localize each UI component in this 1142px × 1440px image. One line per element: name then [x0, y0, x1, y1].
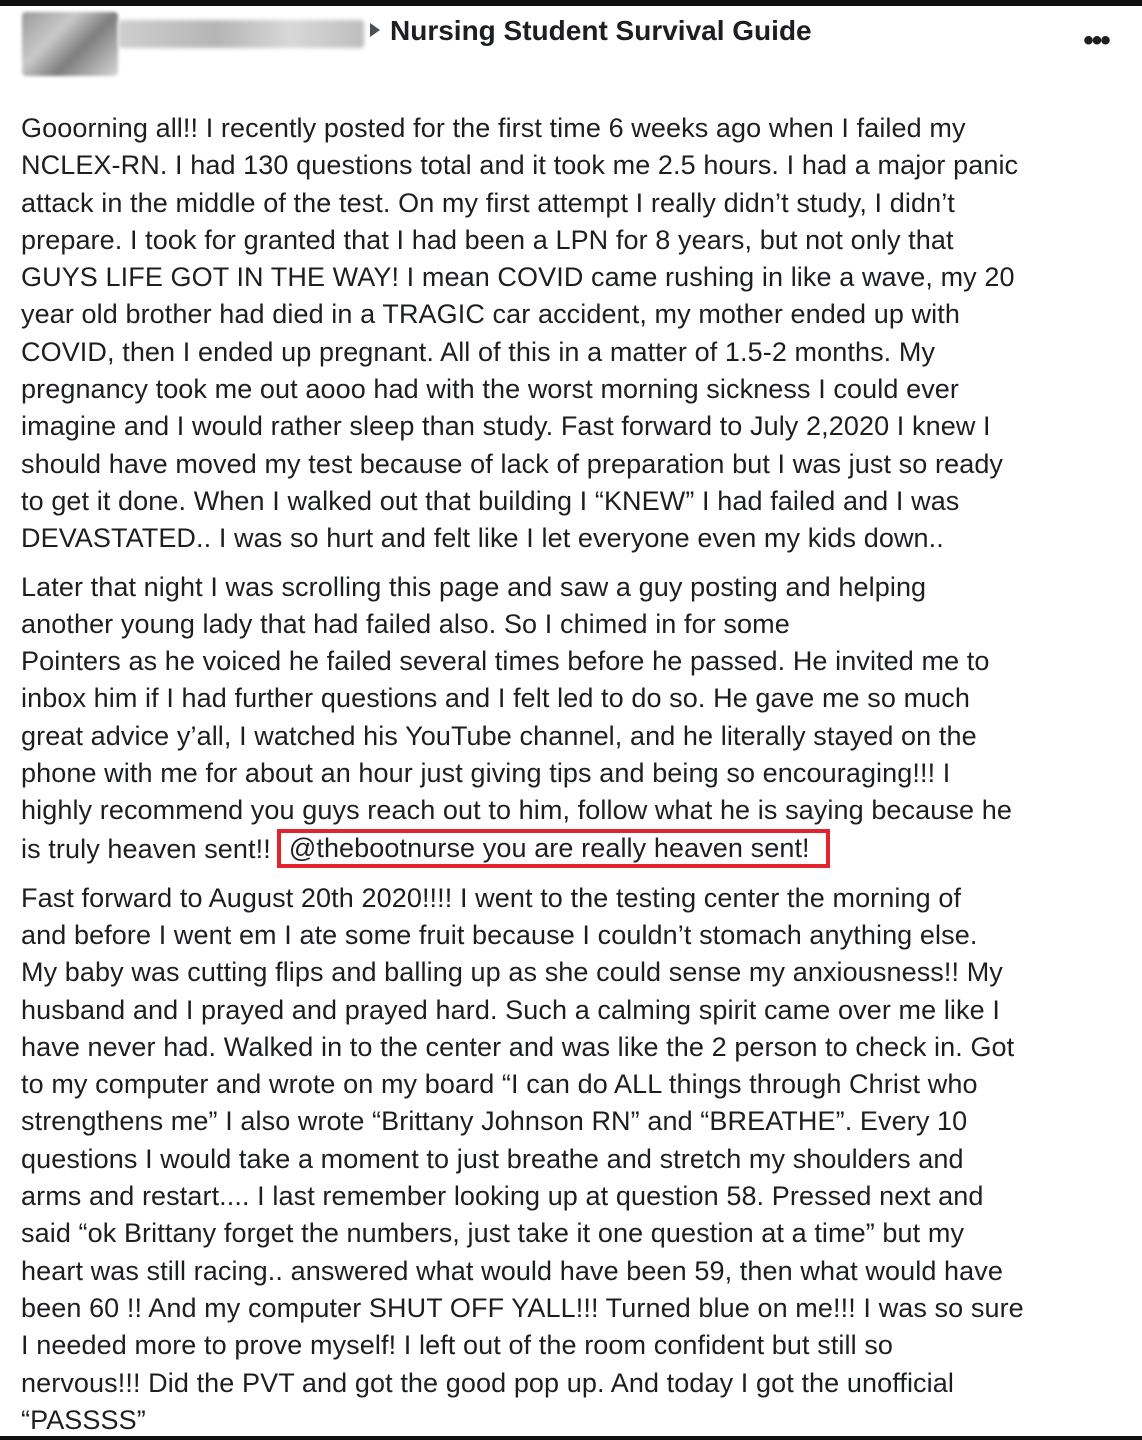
author-name-redacted[interactable]: [118, 20, 364, 48]
more-options-icon[interactable]: •••: [1083, 24, 1109, 57]
post-paragraph-2: [21, 569, 1125, 869]
post-header: [0, 6, 1142, 80]
text-line: year old brother had died in a TRAGIC car accident, my mother ended up with: [21, 299, 960, 330]
text-line: been 60 !! And my computer SHUT OFF YALL!!! Turned blue on me!!! I was so sure: [21, 1292, 1024, 1323]
text-line: nervous!!! Did the PVT and got the good pop up. And today I got the unofficial: [21, 1367, 954, 1398]
text-line: and before I went em I ate some fruit because I couldn’t stomach anything else.: [21, 919, 978, 950]
text-line: great advice y’all, I watched his YouTube channel, and he literally stayed on the: [21, 720, 977, 751]
text-line: DEVASTATED.. I was so hurt and felt like I let everyone even my kids down..: [21, 523, 944, 554]
bottom-border: [0, 1436, 1142, 1440]
post-text: [21, 110, 1125, 1439]
text-line: have never had. Walked in to the center and was like the 2 person to check in. Got: [21, 1031, 1015, 1062]
text-line: husband and I prayed and prayed hard. Such a calming spirit came over me like I: [21, 994, 1000, 1025]
post-paragraph-3: [21, 880, 1125, 1439]
text-line: highly recommend you guys reach out to him, follow what he is saying because he: [21, 795, 1012, 826]
text-line: My baby was cutting flips and balling up as she could sense my anxiousness!! My: [21, 957, 1003, 988]
text-line: phone with me for about an hour just giving tips and being so encouraging!!! I: [21, 758, 951, 789]
text-line: COVID, then I ended up pregnant. All of this in a matter of 1.5-2 months. My: [21, 336, 936, 367]
text-line: to my computer and wrote on my board “I can do ALL things through Christ who: [21, 1069, 978, 1100]
text-line-with-mention: [21, 830, 1125, 869]
text-line: prepare. I took for granted that I had been a LPN for 8 years, but not only that: [21, 224, 954, 255]
text-line: “PASSSS”: [21, 1404, 146, 1435]
right-arrow-icon: [370, 23, 380, 37]
text-fragment: is truly heaven sent!!: [21, 833, 271, 864]
text-line: attack in the middle of the test. On my first attempt I really didn’t study, I didn’t: [21, 187, 955, 218]
text-line: Later that night I was scrolling this page and saw a guy posting and helping: [21, 571, 927, 602]
text-line: strengthens me” I also wrote “Brittany Johnson RN” and “BREATHE”. Every 10: [21, 1106, 968, 1137]
text-line: should have moved my test because of lack of preparation but I was just so ready: [21, 448, 1004, 479]
text-line: I needed more to prove myself! I left out of the room confident but still so: [21, 1330, 894, 1361]
highlighted-mention[interactable]: @thebootnurse you are really heaven sent!: [277, 829, 830, 868]
text-line: NCLEX-RN. I had 130 questions total and it took me 2.5 hours. I had a major panic: [21, 150, 1019, 181]
text-line: to get it done. When I walked out that building I “KNEW” I had failed and I was: [21, 485, 960, 516]
text-line: Fast forward to August 20th 2020!!!! I went to the testing center the morning of: [21, 882, 962, 913]
text-line: Pointers as he voiced he failed several times before he passed. He invited me to: [21, 646, 990, 677]
text-line: imagine and I would rather sleep than study. Fast forward to July 2,2020 I knew I: [21, 411, 991, 442]
text-line: questions I would take a moment to just breathe and stretch my shoulders and: [21, 1143, 964, 1174]
group-name-link[interactable]: Nursing Student Survival Guide: [390, 15, 812, 46]
text-line: another young lady that had failed also. So I chimed in for some: [21, 608, 790, 639]
text-line: GUYS LIFE GOT IN THE WAY! I mean COVID came rushing in like a wave, my 20: [21, 262, 1015, 293]
text-line: said “ok Brittany forget the numbers, just take it one question at a time” but my: [21, 1218, 965, 1249]
text-line: arms and restart.... I last remember looking up at question 58. Pressed next and: [21, 1181, 984, 1212]
text-line: Gooorning all!! I recently posted for the first time 6 weeks ago when I failed my: [21, 113, 966, 143]
author-avatar-redacted[interactable]: [22, 12, 118, 76]
text-line: inbox him if I had further questions and I felt led to do so. He gave me so much: [21, 683, 971, 714]
text-line: pregnancy took me out aooo had with the worst morning sickness I could ever: [21, 374, 959, 405]
post-paragraph-1: [21, 110, 1125, 558]
text-line: heart was still racing.. answered what would have been 59, then what would have: [21, 1255, 1003, 1286]
